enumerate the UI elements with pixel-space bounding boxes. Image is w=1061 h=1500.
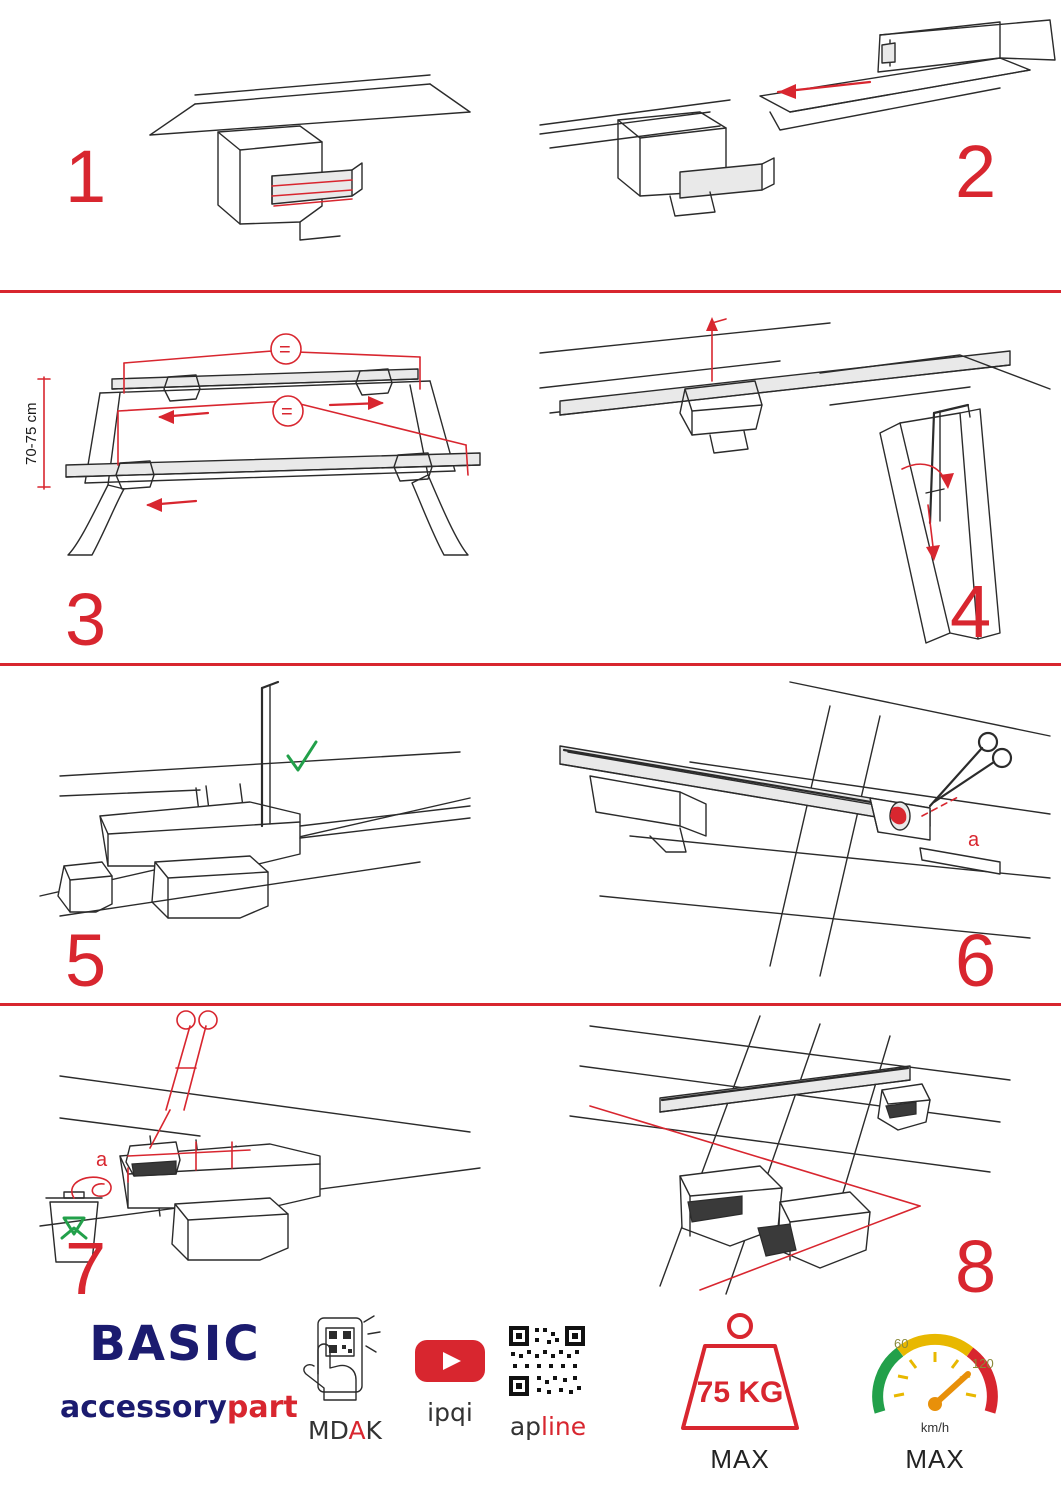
logo-apline-label-left: ap xyxy=(509,1412,542,1441)
logo-mdak-label-right: K xyxy=(365,1416,382,1445)
label-a-step6: a xyxy=(968,829,980,851)
brand-subname xyxy=(60,1390,298,1425)
step-2-number: 2 xyxy=(955,130,997,213)
brand-subname-left: accessory xyxy=(60,1390,227,1425)
step-3-panel xyxy=(0,293,530,663)
scissors-icon xyxy=(930,733,1011,806)
logo-apline-label-right: line xyxy=(541,1412,587,1441)
step-8-panel xyxy=(530,1006,1061,1300)
step-2-panel xyxy=(530,0,1061,290)
brand-name: BASIC xyxy=(89,1316,261,1372)
step-4-number: 4 xyxy=(950,570,992,653)
weight-icon xyxy=(665,1310,815,1440)
step-3-number: 3 xyxy=(65,578,107,661)
step-5-number: 5 xyxy=(65,919,107,1002)
brand-block xyxy=(60,1316,298,1425)
step-7-number: 7 xyxy=(65,1227,107,1300)
logo-apline xyxy=(478,1320,618,1441)
hand-phone-qr-icon xyxy=(290,1314,400,1406)
max-load-block xyxy=(650,1310,830,1475)
logo-apline-label xyxy=(478,1412,618,1441)
scissors-icon xyxy=(166,1011,217,1110)
step-6-number: 6 xyxy=(955,919,997,1002)
dimension-label: 70-75 cm xyxy=(23,402,40,465)
max-speed-block xyxy=(845,1308,1025,1475)
max-speed-caption: MAX xyxy=(905,1444,965,1474)
step-6-panel xyxy=(530,666,1061,1003)
equal-mark-1: = xyxy=(279,339,291,361)
brand-subname-right: part xyxy=(226,1390,298,1425)
step-7-panel xyxy=(0,1006,530,1300)
logo-ipqi-label: ipqi xyxy=(427,1398,473,1427)
equal-mark-2: = xyxy=(281,401,293,423)
gauge-tick-120: 120 xyxy=(972,1356,994,1371)
youtube-play-icon xyxy=(413,1334,487,1388)
step-4-panel xyxy=(530,293,1061,663)
step-1-number: 1 xyxy=(65,135,107,218)
speedometer-icon xyxy=(860,1308,1010,1440)
label-a-step7: a xyxy=(96,1149,108,1171)
max-load-caption: MAX xyxy=(710,1444,770,1474)
step-1-panel xyxy=(0,0,530,290)
gauge-unit: km/h xyxy=(920,1420,950,1435)
footer xyxy=(0,1300,1061,1500)
gauge-tick-60: 60 xyxy=(894,1336,909,1351)
check-mark-icon xyxy=(288,742,316,770)
logo-mdak-label-left: MD xyxy=(308,1416,349,1445)
qr-code-icon xyxy=(503,1320,593,1402)
step-8-number: 8 xyxy=(955,1225,997,1300)
logo-mdak-label-mid: A xyxy=(348,1416,366,1445)
max-load-value: 75 KG xyxy=(696,1376,784,1409)
step-5-panel xyxy=(0,666,530,1003)
